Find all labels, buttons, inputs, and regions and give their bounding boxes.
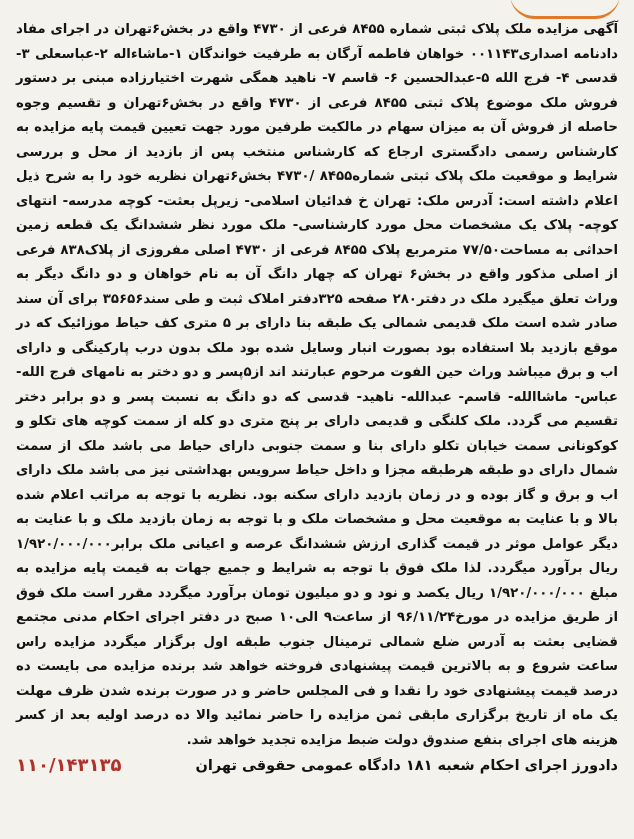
- court-signature: دادورز اجرای احکام شعبه ۱۸۱ دادگاه عمومی حقوقی تهران: [195, 757, 618, 774]
- corner-ink-mark: [510, 0, 620, 19]
- notice-paragraph: آگهی مزایده ملک پلاک ثبتی شماره ۸۴۵۵ فرعی از ۴۷۳۰ واقع در بخش۶تهران در اجرای مفاد دادنامه اصداری۰۰۱۱۴۳ خواهان فاطمه آرگان به طرفیت خواندگان ۱-ماشاءاله ۲-عباسعلی ۳- قدسی ۴- فرج الله ۵-عبدالحسین ۶- قاسم ۷- ناهید همگی شهرت اختیارزاده مبنی بر دستور فروش ملک موضوع پلاک ثبتی ۸۴۵۵ فرعی از ۴۷۳۰ واقع در بخش۶تهران و تقسیم وجوه حاصله از فروش آن به میزان سهام در مالکیت طرفین مورد جهت تعیین قیمت پایه مزایده به کارشناس رسمی دادگستری ارجاع که کارشناس منتخب پس از بازدید از محل و بررسی شرایط و موقعیت ملک پلاک ثبتی شماره۸۴۵۵ /۴۷۳۰ بخش۶تهران نظریه خود را به شرح ذیل اعلام داشته است: آدرس ملک: تهران خ فدائیان اسلامی- زیرپل بعثت- کوچه مدرسه- انتهای کوچه- پلاک یک مشخصات محل مورد کارشناسی- ملک مورد نظر ششدانگ یک قطعه زمین احداثی به مساحت۷۷/۵۰ مترمربع پلاک ۸۴۵۵ فرعی از ۴۷۳۰ اصلی مفروزی از پلاک۸۳۸ فرعی از اصلی مذکور واقع در بخش۶ تهران که چهار دانگ آن به نام خواهان و دو دانگ دیگر به وراث تعلق میگیرد ملک در دفتر۲۸۰ صفحه ۳۲۵دفتر املاک ثبت و طی سند۳۵۶۵۶ برای آن سند صادر شده است ملک قدیمی شمالی یک طبقه بنا دارای بر ۵ متری کف حیاط موزائیک که در موقع بازدید بلا استفاده بود بصورت انبار وسایل شده بود ملک بدون درب پارکینگی و دارای اب و برق میباشد وراث حین الفوت مرحوم عبارتند اند از۵پسر و دو دختر به نامهای فرج الله- عباس- ماشاالله- قاسم- عبدالله- ناهید- قدسی که دو دانگ به نسبت پسر و دو برابر دختر تقسیم می گردد. ملک کلنگی و قدیمی دارای بر پنج متری دو کله از سمت کوچه های تکلو و کوکونانی سمت خیابان تکلو دارای بنا و سمت جنوبی دارای حیاط می باشد ملک از سمت شمال دارای دو طبقه هرطبقه مجزا و داخل حیاط سرویس بهداشتی نیز می باشد ملک دارای اب و برق و گاز بوده و در زمان بازدید دارای سکنه بود. نظریه با توجه به مراتب اعلام شده بالا و با عنایت به موقعیت محل و مشخصات ملک و با توجه به زمان بازدید ملک و با عنایت به دیگر عوامل موثر در قیمت گذاری ارزش ششدانگ عرصه و اعیانی ملک برابر۱/۹۲۰/۰۰۰/۰۰۰ ریال برآورد میگردد. لذا ملک فوق با توجه به شرایط و جمیع جهات به قیمت پایه مزایده به مبلغ ۱/۹۲۰/۰۰۰/۰۰۰ ریال یکصد و نود و دو میلیون تومان برآورد میگردد مقرر است ملک فوق از طریق مزایده در مورخ۹۶/۱۱/۲۴ از ساعت۹ الی۱۰ صبح در دفتر اجرای احکام مدنی مجتمع قضایی بعثت به آدرس ضلع شمالی ترمینال جنوب طبقه اول برگزار میگردد مزایده راس ساعت شروع و به بالاترین قیمت پیشنهادی فروخته خواهد شد برنده مزایده می بایست ده درصد قیمت پیشنهادی خود را نقدا و فی المجلس حاضر و در صورت برنده شدن ظرف مهلت یک ماه از تاریخ برگزاری مابقی ثمن مزایده را حاضر نمائید والا ده درصد اولیه بعد از کسر هزینه های اجرای بنفع صندوق دولت ضبط مزایده تجدید خواهد شد.: [16, 22, 619, 748]
- notice-footer: [16, 755, 618, 776]
- notice-body: [16, 18, 618, 753]
- notice-number: ۱۱۰/۱۴۳۱۳۵: [16, 755, 122, 776]
